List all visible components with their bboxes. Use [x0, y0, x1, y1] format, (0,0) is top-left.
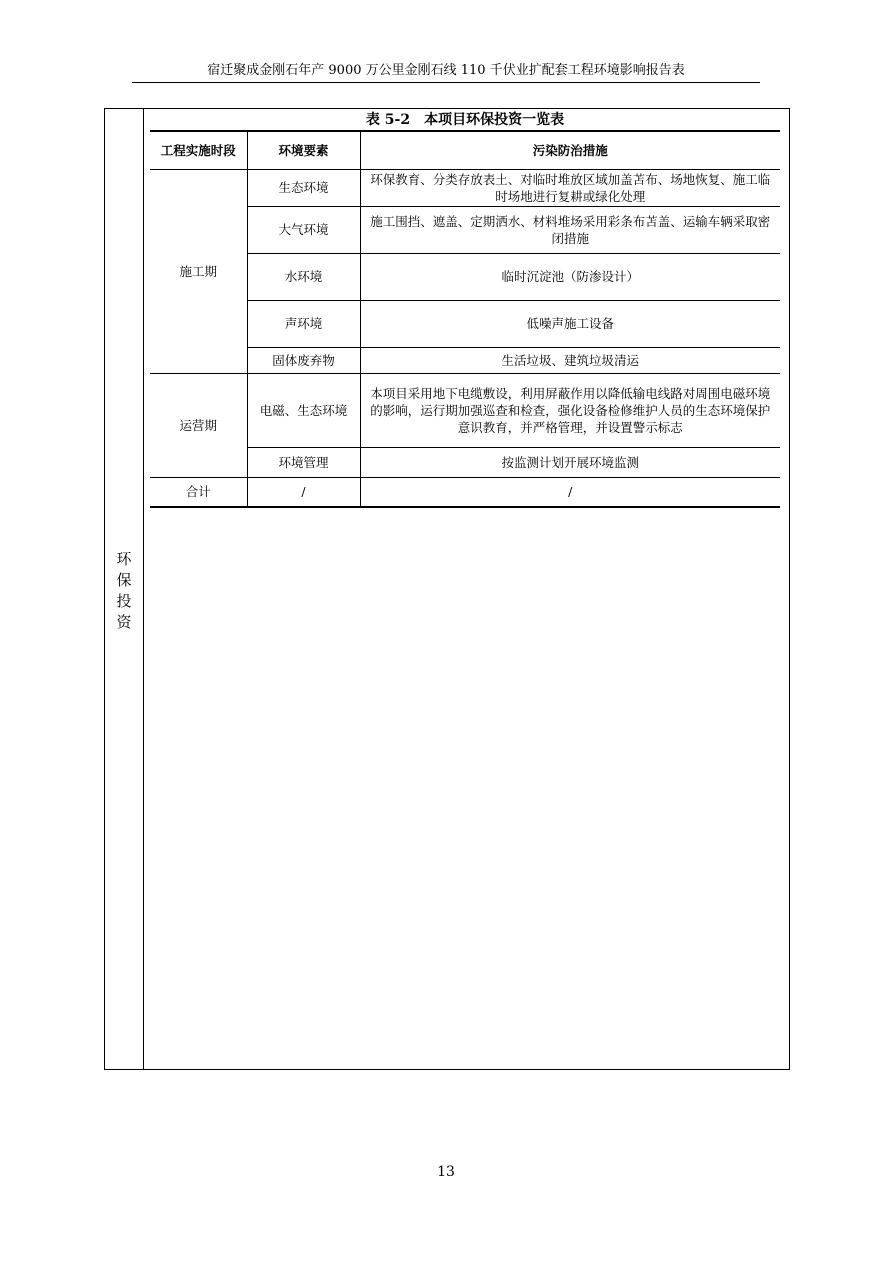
total-row — [150, 477, 780, 507]
investment-table — [150, 130, 780, 508]
total-element: / — [247, 477, 360, 507]
phase-cell-construction: 施工期 — [150, 169, 247, 373]
measure-cell: 临时沉淀池（防渗设计） — [360, 253, 780, 300]
side-label-char: 环 — [116, 550, 132, 568]
side-label-char: 保 — [116, 571, 132, 589]
page-header: 宿迁聚成金刚石年产 9000 万公里金刚石线 110 千伏业扩配套工程环境影响报告表 — [207, 63, 685, 78]
total-measure: / — [360, 477, 780, 507]
measure-cell: 低噪声施工设备 — [360, 300, 780, 347]
page-number: 13 — [437, 1164, 455, 1180]
element-cell: 水环境 — [247, 253, 360, 300]
column-header-phase: 工程实施时段 — [150, 131, 247, 169]
header-rule — [132, 82, 760, 83]
element-cell: 电磁、生态环境 — [247, 373, 360, 447]
table-title: 表 5-2 本项目环保投资一览表 — [365, 112, 565, 128]
side-column — [105, 109, 144, 1069]
element-cell: 大气环境 — [247, 206, 360, 253]
phase-cell-operation: 运营期 — [150, 373, 247, 477]
element-cell: 固体废弃物 — [247, 347, 360, 373]
side-label-char: 资 — [116, 613, 132, 631]
measure-cell: 生活垃圾、建筑垃圾清运 — [360, 347, 780, 373]
side-label-char: 投 — [116, 592, 132, 610]
measure-cell: 环保教育、分类存放表土、对临时堆放区域加盖苫布、场地恢复、施工临时场地进行复耕或绿化处理 — [360, 169, 780, 206]
table-header-row — [150, 131, 780, 169]
column-header-element: 环境要素 — [247, 131, 360, 169]
measure-cell: 按监测计划开展环境监测 — [360, 447, 780, 477]
element-cell: 环境管理 — [247, 447, 360, 477]
table-row — [150, 169, 780, 206]
column-header-measure: 污染防治措施 — [360, 131, 780, 169]
element-cell: 生态环境 — [247, 169, 360, 206]
side-label — [105, 549, 143, 633]
element-cell: 声环境 — [247, 300, 360, 347]
total-label: 合计 — [150, 477, 247, 507]
table-row — [150, 373, 780, 447]
measure-cell: 施工围挡、遮盖、定期洒水、材料堆场采用彩条布苫盖、运输车辆采取密闭措施 — [360, 206, 780, 253]
measure-cell: 本项目采用地下电缆敷设，利用屏蔽作用以降低输电线路对周围电磁环境的影响，运行期加强巡查和检查，强化设备检修维护人员的生态环境保护意识教育，并严格管理，并设置警示标志 — [360, 373, 780, 447]
